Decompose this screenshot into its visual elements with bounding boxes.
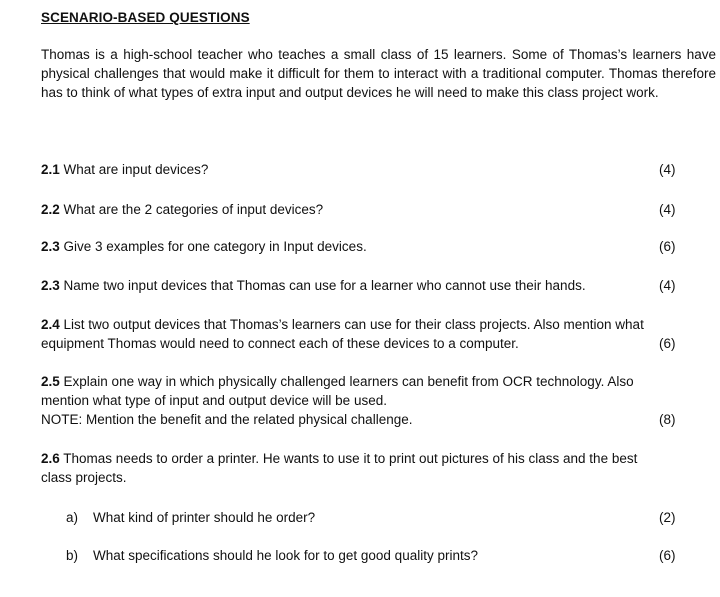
question-number: 2.3 xyxy=(41,239,60,254)
question-2-3b xyxy=(41,276,681,295)
question-marks: (2) xyxy=(659,510,676,525)
subquestion-b xyxy=(66,546,626,565)
scenario-paragraph: Thomas is a high-school teacher who teaches a small class of 15 learners. Some of Thomas’s learners have physical challenges that would make it difficult for them to interact with a traditional computer. Thomas therefore has to think of what types of extra input and output devices he will need to make this class project work. xyxy=(41,47,716,100)
question-2-3a xyxy=(41,237,681,256)
question-number: 2.5 xyxy=(41,374,60,389)
question-marks: (8) xyxy=(659,412,676,427)
question-text-line: List two output devices that Thomas’s learners can use for their class projects. Also mention what xyxy=(59,317,644,332)
subquestion-text: What specifications should he look for to get good quality prints? xyxy=(93,548,478,563)
question-marks: (4) xyxy=(659,202,676,217)
question-marks: (4) xyxy=(659,278,676,293)
question-2-2 xyxy=(41,200,681,219)
question-2-1 xyxy=(41,160,681,179)
question-2-5 xyxy=(41,372,701,429)
question-number: 2.3 xyxy=(41,278,60,293)
question-2-4 xyxy=(41,315,701,353)
subquestion-letter: b) xyxy=(66,548,79,563)
question-number: 2.2 xyxy=(41,202,60,217)
subquestion-a xyxy=(66,508,626,527)
question-text-line: class projects. xyxy=(41,470,127,485)
section-heading: SCENARIO-BASED QUESTIONS xyxy=(41,10,250,25)
question-text: Give 3 examples for one category in Input devices. xyxy=(59,239,367,254)
subquestion-text: What kind of printer should he order? xyxy=(93,510,316,525)
question-text-line: mention what type of input and output device will be used. xyxy=(41,393,387,408)
question-text: What are input devices? xyxy=(59,162,209,177)
question-marks: (6) xyxy=(659,336,676,351)
question-note: NOTE: Mention the benefit and the related physical challenge. xyxy=(41,412,413,427)
question-number: 2.1 xyxy=(41,162,60,177)
question-text: What are the 2 categories of input devices? xyxy=(59,202,324,217)
question-marks: (6) xyxy=(659,548,676,563)
question-number: 2.6 xyxy=(41,451,60,466)
question-text-line: Thomas needs to order a printer. He wants to use it to print out pictures of his class and the best xyxy=(59,451,638,466)
question-2-6 xyxy=(41,449,701,487)
question-text-line: Explain one way in which physically challenged learners can benefit from OCR technology. Also xyxy=(59,374,634,389)
question-number: 2.4 xyxy=(41,317,60,332)
question-marks: (6) xyxy=(659,239,676,254)
subquestion-letter: a) xyxy=(66,510,79,525)
question-text: Name two input devices that Thomas can use for a learner who cannot use their hands. xyxy=(59,278,586,293)
question-marks: (4) xyxy=(659,162,676,177)
question-text-line: equipment Thomas would need to connect each of these devices to a computer. xyxy=(41,336,519,351)
